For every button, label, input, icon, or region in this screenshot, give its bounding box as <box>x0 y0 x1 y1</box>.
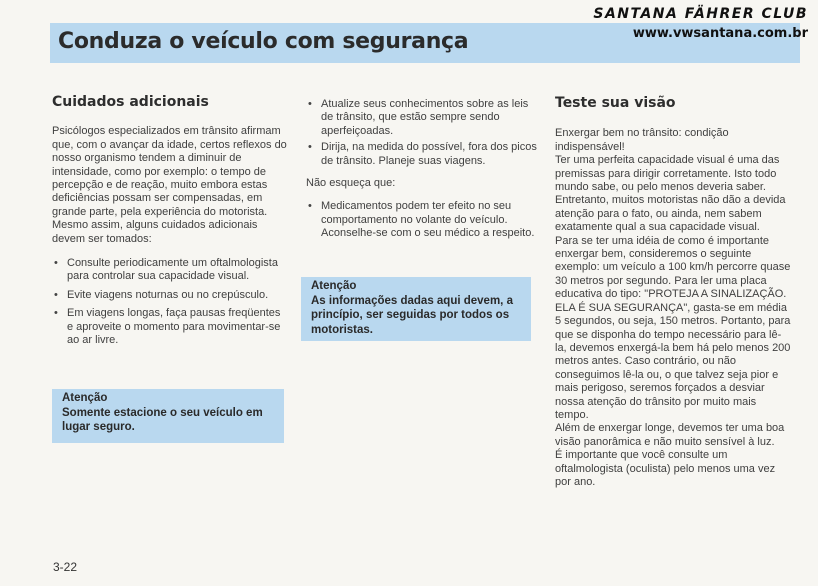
list-item: • Evite viagens noturnas ou no crepúsculo. <box>52 289 288 302</box>
reminder-text: Não esqueça que: <box>306 177 396 190</box>
list-item: • Em viagens longas, faça pausas freqüentes e aproveite o momento para movimentar-se ao ar livre. <box>52 307 288 347</box>
paragraph: Para se ter uma idéia de como é importante enxergar bem, consideremos o seguinte exemplo: um veículo a 100 km/h percorre quase 30 metros por segundo. Para ler uma placa educativa do tipo: "PROTEJA A SINALIZAÇÃO. ELA É SUA SEGURANÇA", gasta-se em média 5 segundos, ou seja, 150 metros. Portanto, para que se disponha do tempo necessário para lê-la, devemos enxergá-la bem há pelo menos 200 metros antes. Caso contrário, ou não conseguimos lê-la ou, o que talvez seja pior e mais perigoso, seremos forçados a desviar nossa atenção do trânsito por muito mais tempo. <box>555 234 791 421</box>
column-teste-sua-visao <box>555 97 791 489</box>
paragraph: Enxergar bem no trânsito: condição indispensável! <box>555 127 729 153</box>
bullet-list <box>52 257 288 347</box>
page-title: Conduza o veículo com segurança <box>58 29 469 54</box>
list-item: • Consulte periodicamente um oftalmologista para controlar sua capacidade visual. <box>52 257 288 284</box>
attention-text: As informações dadas aqui devem, a princípio, ser seguidas por todos os motoristas. <box>311 294 513 336</box>
attention-label: Atenção <box>311 280 357 292</box>
column-cuidados-adicionais <box>52 96 288 353</box>
paragraph: Ter uma perfeita capacidade visual é uma das premissas para dirigir corretamente. Isto todo mundo sabe, ou pelo menos deveria saber. Entretanto, muitos motoristas não dão a devida atenção para o fato, ou ainda, nem sabem exatamente qual a sua capacidade visual. <box>555 154 786 234</box>
attention-text: Somente estacione o seu veículo em lugar seguro. <box>62 406 263 433</box>
watermark <box>593 6 808 41</box>
attention-box <box>301 277 531 341</box>
watermark-club: SANTANA FÄHRER CLUB <box>593 6 808 22</box>
section-heading: Cuidados adicionais <box>52 94 209 110</box>
page-number: 3-22 <box>53 560 78 574</box>
intro-paragraph: Psicólogos especializados em trânsito afirmam que, com o avançar da idade, certos reflexos do nosso organismo tendem a diminuir de intensidade, como por exemplo: o tempo de percepção e de reação, muito embora estas deficiências possam ser compensadas, em grande parte, pela experiência do motorista. Mesmo assim, alguns cuidados adicionais devem ser tomados: <box>52 125 287 245</box>
list-item: • Dirija, na medida do possível, fora dos picos de trânsito. Planeje suas viagens. <box>306 141 542 168</box>
column-middle <box>306 98 542 244</box>
paragraph: Além de enxergar longe, devemos ter uma boa visão panorâmica e não muito sensível à luz. <box>555 422 785 448</box>
watermark-url: www.vwsantana.com.br <box>632 26 808 41</box>
section-heading: Teste sua visão <box>555 95 676 111</box>
list-item: • Medicamentos podem ter efeito no seu comportamento no volante do veículo. Aconselhe-se com o seu médico a respeito. <box>306 200 542 240</box>
bullet-list <box>306 98 542 168</box>
list-item: • Atualize seus conhecimentos sobre as leis de trânsito, que estão sempre sendo aperfeiçoadas. <box>306 98 542 138</box>
attention-box <box>52 389 284 443</box>
paragraph: É importante que você consulte um oftalmologista (oculista) pelo menos uma vez por ano. <box>555 449 776 488</box>
bullet-list <box>306 200 542 240</box>
attention-label: Atenção <box>62 392 108 404</box>
